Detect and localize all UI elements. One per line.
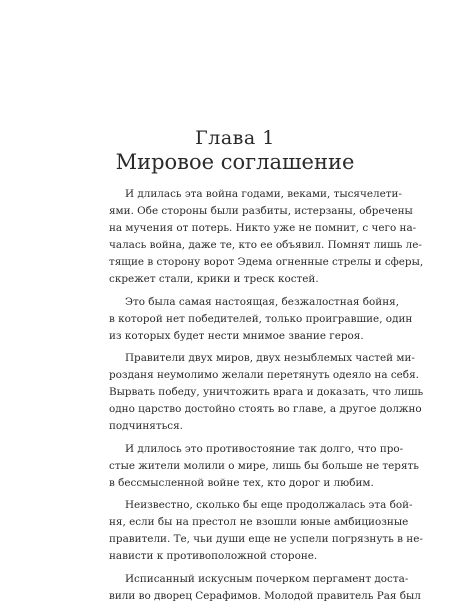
chapter-number: Глава 1 <box>195 127 275 149</box>
text-line: скрежет стали, крики и треск костей. <box>109 273 319 285</box>
text-line: Неизвестно, сколько бы еще продолжалась эта бой- <box>125 499 413 511</box>
text-line: подчиняться. <box>109 420 183 432</box>
text-line: стые жители молили о мире, лишь бы больше не терять <box>109 459 419 472</box>
paragraph <box>109 497 423 565</box>
text-line: чалась война, даже те, кто ее объявил. Помнят лишь ле- <box>109 239 422 251</box>
text-line: И длилось это противостояние так долго, что про- <box>125 442 404 455</box>
text-line: из которых будет нести мнимое звание героя. <box>109 329 364 342</box>
text-line: вили во дворец Серафимов. Молодой правитель Рая был <box>109 589 421 602</box>
text-line: в бессмысленной войне тех, кто дорог и любим. <box>109 476 374 489</box>
text-line: ями. Обе стороны были разбиты, истерзаны, обречены <box>109 205 413 217</box>
text-line: ня, если бы на престол не взошли юные амбициозные <box>109 516 409 528</box>
text-line: правители. Те, чьи души еще не успели погрязнуть в не- <box>109 533 423 545</box>
text-line: Правители двух миров, двух незыблемых частей ми- <box>125 352 415 364</box>
text-line: нависти к противоположной стороне. <box>109 550 318 562</box>
text-line: розданя неумолимо желали перетянуть одеяло на себя. <box>109 369 419 381</box>
text-line: Это была самая настоящая, безжалостная бойня, <box>125 295 399 308</box>
paragraph <box>109 350 424 435</box>
paragraph <box>109 186 424 288</box>
text-line: одно царство достойно стоять во главе, а другое должно <box>109 403 422 415</box>
text-line: Вырвать победу, уничтожить врага и доказать, что лишь <box>109 386 424 398</box>
chapter-title: Мировое соглашение <box>115 150 355 174</box>
text-line: Исписанный искусным почерком пергамент доста- <box>125 572 409 585</box>
text-line: на мучения от потерь. Никто уже не помнит, с чего на- <box>109 222 417 234</box>
text-line: в которой нет победителей, только проигравшие, один <box>109 312 413 325</box>
text-line: тящие в сторону ворот Эдема огненные стрелы и сферы, <box>109 256 424 268</box>
paragraph <box>109 441 419 492</box>
paragraph <box>109 294 413 345</box>
paragraph <box>109 571 421 605</box>
text-line: И длилась эта война годами, веками, тысячелети- <box>125 188 402 200</box>
chapter-body <box>109 186 424 610</box>
